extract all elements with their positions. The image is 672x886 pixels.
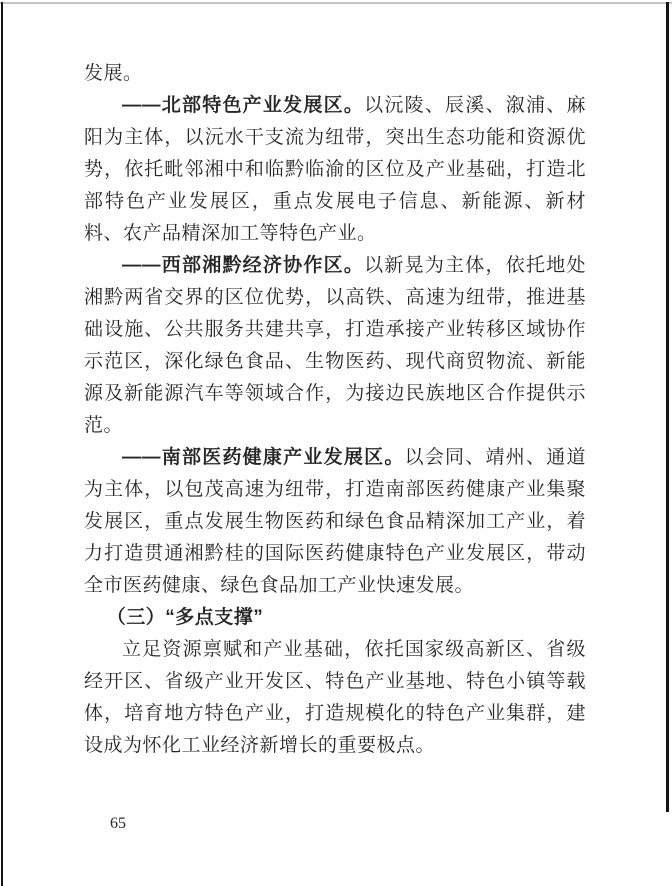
page-border-right (666, 2, 669, 812)
page-border-top (0, 2, 672, 4)
paragraph-lead: ——北部特色产业发展区。 (122, 95, 365, 116)
paragraph-lead: ——西部湘黔经济协作区。 (122, 255, 365, 276)
paragraph: ——北部特色产业发展区。以沅陵、辰溪、溆浦、麻阳为主体，以沅水干支流为纽带，突出生态功能和资源优势，依托毗邻湘中和临黔临渝的区位及产业基础，打造北部特色产业发展区，重点发展电子信息、新能源、新材料、农产品精深加工等特色产业。 (84, 95, 586, 244)
section-heading: （三）“多点支撑” (106, 607, 264, 628)
page-content (84, 58, 586, 762)
page-border-left (1, 2, 3, 886)
paragraph: ——南部医药健康产业发展区。以会同、靖州、通道为主体，以包茂高速为纽带，打造南部医药健康产业集聚发展区，重点发展生物医药和绿色食品精深加工产业，着力打造贯通湘黔桂的国际医药健康特色产业发展区，带动全市医药健康、绿色食品加工产业快速发展。 (84, 447, 586, 596)
paragraph: 发展。 (84, 63, 143, 84)
paragraph: ——西部湘黔经济协作区。以新晃为主体，依托地处湘黔两省交界的区位优势，以高铁、高速为纽带，推进基础设施、公共服务共建共享，打造承接产业转移区域协作示范区，深化绿色食品、生物医药、现代商贸物流、新能源及新能源汽车等领域合作，为接边民族地区合作提供示范。 (84, 255, 586, 436)
page-number: 65 (110, 815, 126, 832)
paragraph-lead: ——南部医药健康产业发展区。 (122, 447, 405, 468)
paragraph: 立足资源禀赋和产业基础，依托国家级高新区、省级经开区、省级产业开发区、特色产业基地、特色小镇等载体，培育地方特色产业，打造规模化的特色产业集群，建设成为怀化工业经济新增长的重要极点。 (84, 639, 586, 756)
